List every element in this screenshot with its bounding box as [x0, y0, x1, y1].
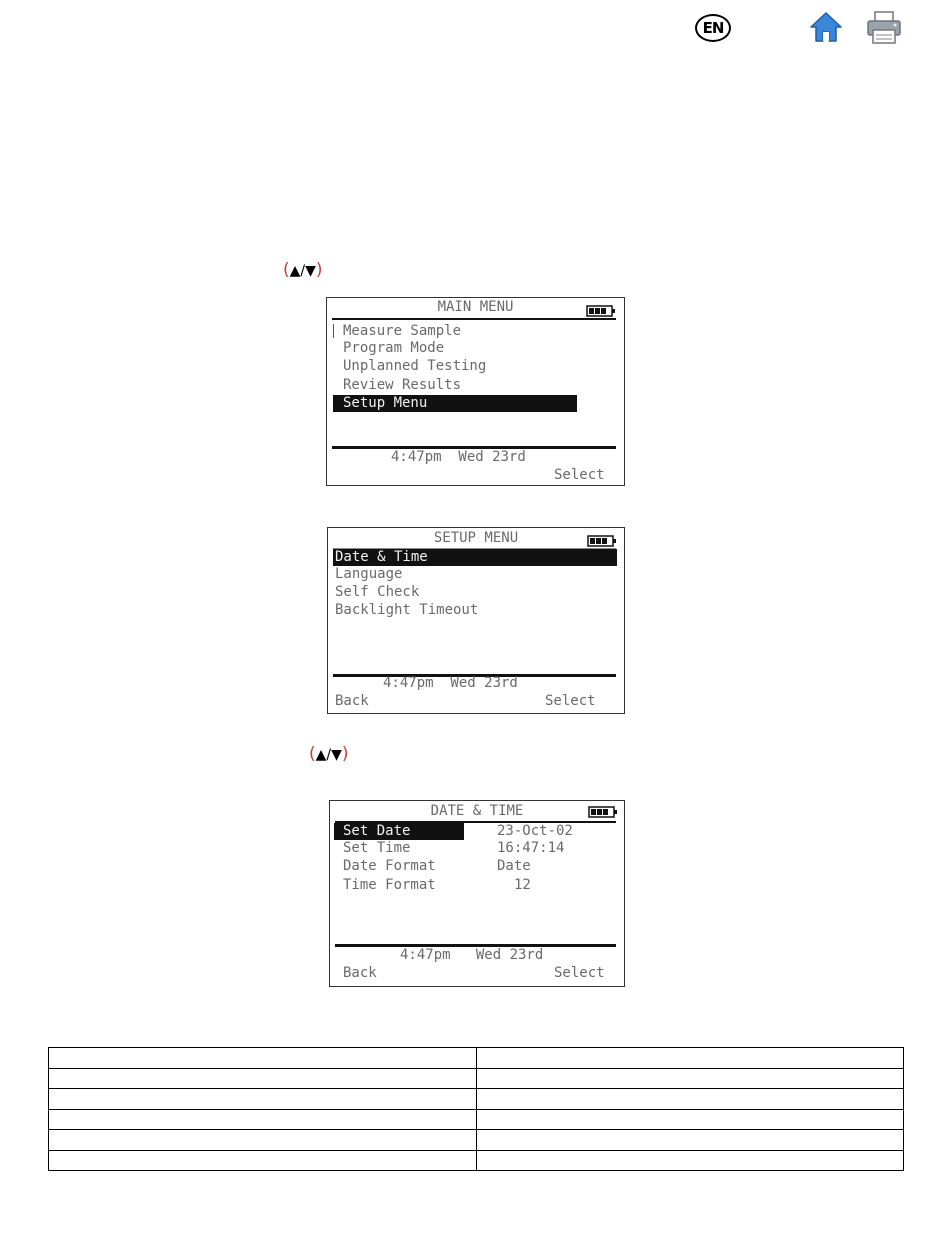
set-date-value: 23-Oct-02: [497, 823, 573, 839]
date-format-value: Date: [497, 858, 531, 874]
menu-item-measure-sample[interactable]: Measure Sample: [343, 323, 462, 339]
table-cell: [476, 1109, 904, 1130]
select-softkey[interactable]: Select: [554, 467, 605, 483]
table-cell: [476, 1089, 904, 1110]
back-softkey[interactable]: Back: [343, 965, 377, 981]
table-cell: [49, 1068, 477, 1089]
table-row: [49, 1150, 904, 1171]
battery-icon: [586, 305, 616, 317]
menu-item-unplanned-testing[interactable]: Unplanned Testing: [343, 358, 487, 374]
select-softkey[interactable]: Select: [545, 693, 596, 709]
battery-icon: [587, 535, 617, 547]
menu-item-setup-menu[interactable]: Setup Menu: [333, 395, 577, 412]
clock-display: 4:47pm Wed 23rd: [400, 947, 544, 963]
up-down-arrow-icon: ▲/▼: [315, 747, 342, 763]
menu-item-self-check[interactable]: Self Check: [335, 584, 420, 600]
table-row: [49, 1048, 904, 1069]
setup-menu-screen: [327, 527, 625, 714]
table-cell: [49, 1109, 477, 1130]
screen-title: SETUP MENU: [433, 530, 519, 546]
setting-time-format[interactable]: Time Format: [343, 877, 436, 893]
table-row: [49, 1068, 904, 1089]
table-row: [49, 1130, 904, 1151]
table-cell: [49, 1150, 477, 1171]
main-menu-screen: [326, 297, 625, 486]
table-cell: [49, 1048, 477, 1069]
table-cell: [49, 1089, 477, 1110]
setting-date-format[interactable]: Date Format: [343, 858, 436, 874]
settings-table: [48, 1047, 904, 1171]
table-cell: [49, 1130, 477, 1151]
back-softkey[interactable]: Back: [335, 693, 369, 709]
battery-icon: [588, 806, 618, 818]
time-format-value: 12: [514, 877, 531, 893]
clock-display: 4:47pm Wed 23rd: [383, 675, 518, 691]
setting-set-date[interactable]: Set Date: [334, 823, 464, 840]
table-cell: [476, 1048, 904, 1069]
table-row: [49, 1089, 904, 1110]
arrow-keys-hint: (▲/▼): [309, 744, 349, 764]
language-badge[interactable]: EN: [695, 14, 731, 42]
menu-item-review-results[interactable]: Review Results: [343, 377, 462, 393]
screen-title: MAIN MENU: [437, 299, 514, 315]
menu-item-language[interactable]: Language: [335, 566, 403, 582]
table-cell: [476, 1150, 904, 1171]
select-softkey[interactable]: Select: [554, 965, 605, 981]
table-cell: [476, 1130, 904, 1151]
screen-title: DATE & TIME: [430, 803, 524, 819]
menu-item-date-time[interactable]: Date & Time: [333, 549, 617, 566]
set-time-value: 16:47:14: [497, 840, 565, 856]
cursor-marker: [333, 324, 334, 338]
up-down-arrow-icon: ▲/▼: [289, 263, 316, 279]
print-icon[interactable]: [866, 10, 902, 46]
date-time-screen: [329, 800, 625, 987]
setting-set-time[interactable]: Set Time: [343, 840, 411, 856]
arrow-keys-hint: (▲/▼): [283, 260, 323, 280]
home-icon[interactable]: [809, 10, 843, 44]
menu-item-backlight-timeout[interactable]: Backlight Timeout: [335, 602, 479, 618]
header-rule: [332, 318, 616, 320]
table-cell: [476, 1068, 904, 1089]
clock-display: 4:47pm Wed 23rd: [391, 449, 526, 465]
table-row: [49, 1109, 904, 1130]
menu-item-program-mode[interactable]: Program Mode: [343, 340, 445, 356]
